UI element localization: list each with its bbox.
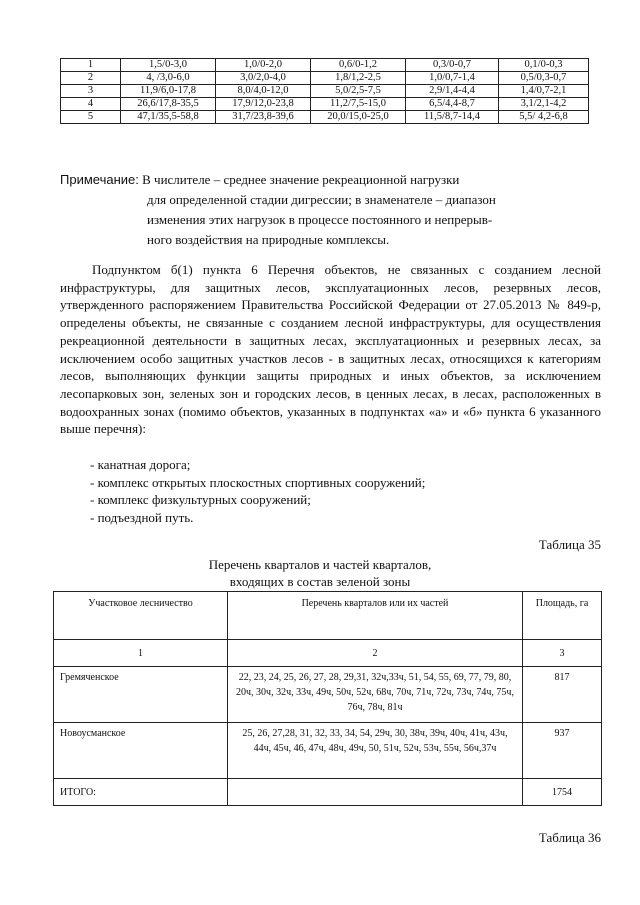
table-header-row [54,592,602,640]
table-35-label: Таблица 35 [538,537,601,552]
total-area: 1754 [523,779,602,806]
list-item: - канатная дорога; [90,457,191,472]
quarters-list: 25, 26, 27,28, 31, 32, 33, 34, 54, 29ч, 30, 38ч, 39ч, 40ч, 41ч, 43ч, 44ч, 45ч, 46, 47ч, 48ч, 49ч, 50, 51ч, 52ч, 53ч, 55ч, 56ч,37ч [228,723,523,779]
load-value: 26,6/17,8-35,5 [121,98,216,111]
load-value: 0,3/0-0,7 [406,59,499,72]
load-value: 3,1/2,1-4,2 [499,98,589,111]
note-line-3: изменения этих нагрузок в процессе постоянного и непрерыв- [147,212,493,227]
note [60,170,600,250]
table-row [61,59,589,72]
stage-number: 3 [61,85,121,98]
table-row [54,723,602,779]
table-row [61,98,589,111]
load-value: 11,5/8,7-14,4 [406,111,499,124]
load-value: 1,4/0,7-2,1 [499,85,589,98]
load-value: 1,5/0-3,0 [121,59,216,72]
area-value: 937 [523,723,602,779]
table-row [61,85,589,98]
load-value: 11,2/7,5-15,0 [311,98,406,111]
table-row [54,667,602,723]
load-value: 1,8/1,2-2,5 [311,72,406,85]
list-item: - подъездной путь. [90,510,194,526]
green-zone-quarters-table [53,591,602,806]
main-paragraph [60,261,601,438]
load-value: 8,0/4,0-12,0 [216,85,311,98]
header-quarters: Перечень кварталов или их частей [228,592,523,640]
column-number-row [54,640,602,667]
load-value: 3,0/2,0-4,0 [216,72,311,85]
table-row [61,72,589,85]
load-value: 31,7/23,8-39,6 [216,111,311,124]
stage-number: 4 [61,98,121,111]
recreation-load-table [60,58,589,124]
note-line-1: В числителе – среднее значение рекреационной нагрузки [142,172,460,187]
stage-number: 5 [61,111,121,124]
load-value: 0,6/0-1,2 [311,59,406,72]
total-row [54,779,602,806]
quarters-list: 22, 23, 24, 25, 26, 27, 28, 29,31, 32ч,33ч, 51, 54, 55, 69, 77, 79, 80, 20ч, 30ч, 32ч, 33ч, 49ч, 50ч, 52ч, 68ч, 70ч, 71ч, 72ч, 73ч, 74ч, 75ч, 76ч, 78ч, 81ч [228,667,523,723]
stage-number: 2 [61,72,121,85]
column-number: 1 [54,640,228,667]
list-item: - комплекс физкультурных сооружений; [90,492,311,508]
table-35-caption [0,556,640,590]
load-value: 1,0/0-2,0 [216,59,311,72]
header-forestry: Участковое лесничество [54,592,228,640]
load-value: 17,9/12,0-23,8 [216,98,311,111]
column-number: 3 [523,640,602,667]
load-value: 11,9/6,0-17,8 [121,85,216,98]
load-value: 20,0/15,0-25,0 [311,111,406,124]
caption-line-2: входящих в состав зеленой зоны [229,574,411,589]
column-number: 2 [228,640,523,667]
total-empty-cell [228,779,523,806]
main-paragraph-text: Подпунктом б(1) пункта 6 Перечня объектов, не связанных с созданием лесной инфраструктуры, для защитных лесов, эксплуатационных лесов, резервных лесов, утвержденного распоряжением Правительства Российской Федерации от 27.05.2013 № 849-р, определены объекты, не связанные с созданием лесной инфраструктуры, для осуществления рекреационной деятельности в защитных лесах, эксплуатационных и резервных лесах, за исключением особо защитных участков лесов - в защитных лесах, относящихся к категориям лесов, выполняющих функции защиты природных и иных объектов, за исключением лесопарковых зон, зеленых зон и городских лесов, в ценных лесах, в лесах, расположенных в водоохранных зонах (помимо объектов, указанных в подпунктах «а» и «б» пункта 6 указанного выше перечня): [60,262,601,437]
load-value: 1,0/0,7-1,4 [406,72,499,85]
note-label: Примечание: [60,172,139,187]
load-value: 47,1/35,5-58,8 [121,111,216,124]
load-value: 2,9/1,4-4,4 [406,85,499,98]
load-value: 0,1/0-0,3 [499,59,589,72]
load-value: 5,5/ 4,2-6,8 [499,111,589,124]
load-value: 4, /3,0-6,0 [121,72,216,85]
note-line-4: ного воздействия на природные комплексы. [147,232,390,247]
caption-line-1: Перечень кварталов и частей кварталов, [208,557,432,572]
stage-number: 1 [61,59,121,72]
area-value: 817 [523,667,602,723]
table-row [61,111,589,124]
load-value: 6,5/4,4-8,7 [406,98,499,111]
load-value: 5,0/2,5-7,5 [311,85,406,98]
forestry-name: Гремяченское [54,667,228,723]
load-value: 0,5/0,3-0,7 [499,72,589,85]
table-36-label: Таблица 36 [538,830,601,845]
note-line-2: для определенной стадии дигрессии; в знаменателе – диапазон [147,192,496,207]
forestry-name: Новоусманское [54,723,228,779]
object-list [90,456,425,527]
list-item: - комплекс открытых плоскостных спортивных сооружений; [90,474,426,490]
header-area: Площадь, га [523,592,602,640]
total-label: ИТОГО: [54,779,228,806]
